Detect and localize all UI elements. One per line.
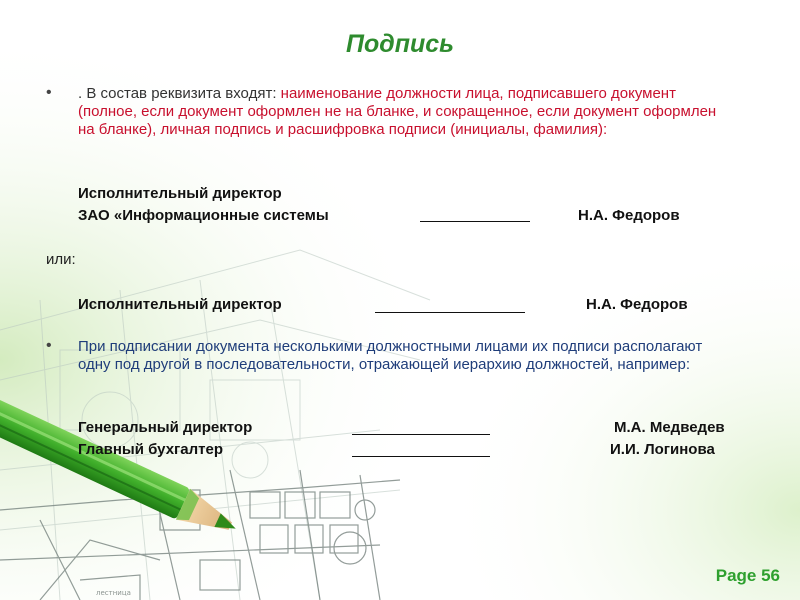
- example-3-row-1-position: Генеральный директор: [78, 419, 253, 436]
- bullet-1-paragraph: [78, 85, 728, 139]
- bullet-1-body: наименование должности лица, подписавшего документ (полное, если документ оформлен не на бланке, и сокращенное, если документ оформлен на бланке), личная подпись и расшифровка подписи (инициалы, фамилия):: [78, 85, 717, 138]
- example-3-row-2-signature-line: [352, 456, 490, 457]
- svg-text:лестница: лестница: [96, 589, 131, 597]
- example-2-signature-line: [375, 312, 525, 313]
- bullet-1-lead: . В состав реквизита входят:: [78, 85, 277, 102]
- example-1-signer-name: Н.А. Федоров: [578, 207, 680, 224]
- bullet-marker: •: [46, 84, 52, 101]
- example-1-position-line-1: Исполнительный директор: [78, 185, 282, 202]
- or-label: или:: [46, 251, 76, 268]
- example-3-row-2-position: Главный бухгалтер: [78, 441, 224, 458]
- example-1-position-line-2: ЗАО «Информационные системы: [78, 207, 329, 224]
- example-3-row-1-signature-line: [352, 434, 490, 435]
- example-3-row-1-signer-name: М.А. Медведев: [614, 419, 725, 436]
- example-1-signature-line: [420, 221, 530, 222]
- example-3-row-2-signer-name: И.И. Логинова: [610, 441, 715, 458]
- slide-title: Подпись: [346, 30, 454, 58]
- example-2-signer-name: Н.А. Федоров: [586, 296, 688, 313]
- bullet-2-paragraph: При подписании документа несколькими должностными лицами их подписи располагают одну под другой в последовательности, отражающей иерархию должностей, например:: [78, 338, 703, 373]
- bullet-marker: •: [46, 337, 52, 354]
- example-2-position: Исполнительный директор: [78, 296, 282, 313]
- page-number: Page 56: [715, 566, 780, 585]
